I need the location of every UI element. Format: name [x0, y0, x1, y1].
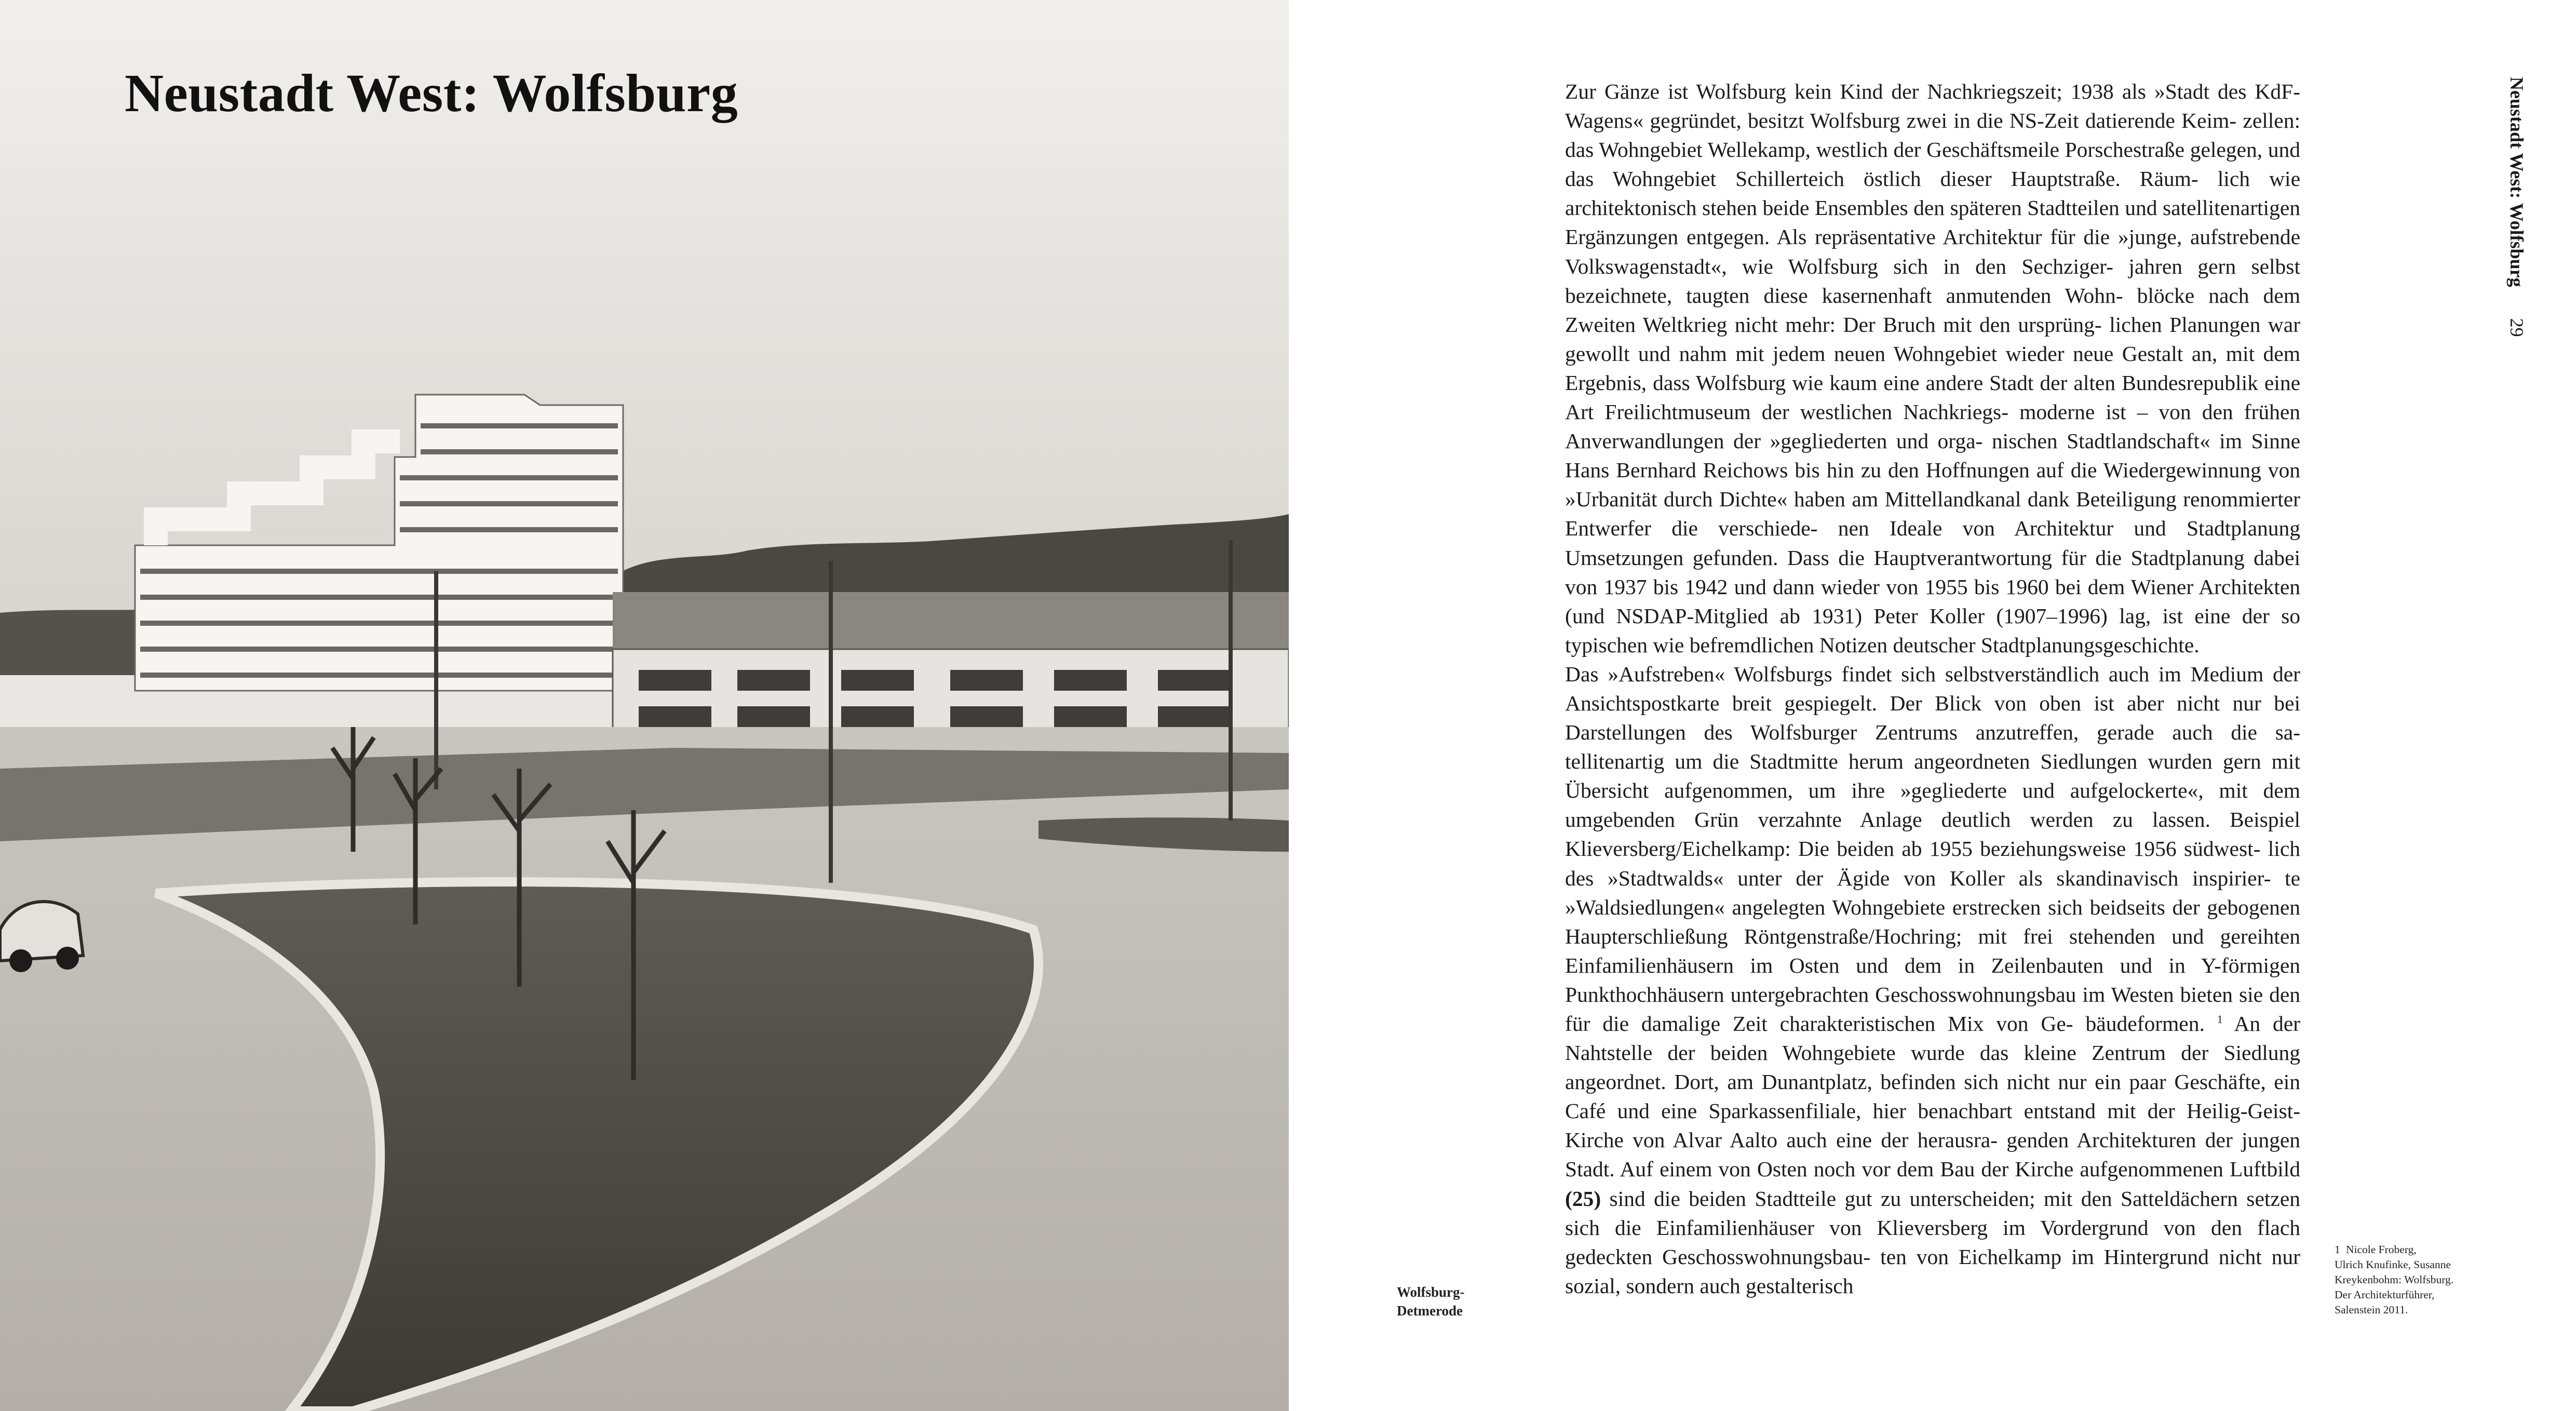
figure-reference[interactable]: (25)	[1565, 1186, 1601, 1211]
text-line: Wagens« gegründet, besitzt Wolfsburg zwei in die NS-Zeit datierende Keim-	[1565, 109, 2237, 133]
text-line: Bau der Kirche aufgenommenen Luftbild	[1940, 1157, 2300, 1181]
text-line: Hoffnungen auf die Wiedergewinnung von »Urbanität durch Dichte« haben	[1565, 458, 2301, 512]
text-line: 1931) Peter Koller (1907–1996) lag, ist eine der so typischen wie befremdlichen	[1565, 603, 2300, 657]
text-line: jahren gern selbst bezeichnete, taugten diese kasernenhaft anmutenden Wohn-	[1565, 254, 2300, 307]
footnote-line: Nicole Froberg,	[2346, 1243, 2417, 1256]
text-line: der Ansichtspostkarte breit gespiegelt. Der Blick von oben ist aber nicht nur	[1565, 662, 2300, 715]
text-line: ten von Eichelkamp im Hintergrund nicht nur sozial, sondern auch gestalterisch	[1565, 1244, 2301, 1298]
text-line: satellitenartigen Ergänzungen entgegen. Als repräsentative Architektur für die	[1565, 196, 2300, 249]
text-line: lich wie architektonisch stehen beide Ensembles den späteren Stadtteilen und	[1565, 167, 2300, 220]
paragraph	[1565, 77, 2300, 660]
text-line: moderne ist – von den frühen Anverwandlungen der »gegliederten und orga-	[1565, 400, 2300, 453]
footnote-line: Ulrich Knufinke, Susanne	[2335, 1258, 2451, 1271]
running-title: Neustadt West: Wolfsburg	[2506, 77, 2527, 287]
text-line: An der Nahtstelle der beiden Wohngebiete wurde das kleine	[1565, 1012, 2300, 1065]
text-line: und gereihten Einfamilienhäusern im Osten und dem in Zeilenbauten und in	[1565, 924, 2300, 977]
text-line: Klieversberg/Eichelkamp: Die beiden ab 1955 beziehungsweise 1956 südwest-	[1565, 837, 2261, 861]
text-line: Y-förmigen Punkthochhäusern untergebrachten Geschosswohnungsbau im	[1565, 953, 2300, 1006]
text-line: zellen: das Wohngebiet Wellekamp, westlich der Geschäftsmeile Porschestraße	[1565, 109, 2301, 162]
text-line: Zur Gänze ist Wolfsburg kein Kind der Nachkriegszeit; 1938 als »Stadt des KdF-	[1565, 79, 2300, 103]
text-line: zu unterscheiden; mit den Satteldächern setzen sich die Einfamilienhäuser von	[1565, 1186, 2300, 1240]
text-line: gelegen, und das Wohngebiet Schillerteich östlich dieser Hauptstraße. Räum-	[1565, 138, 2300, 191]
text-line: lich des »Stadtwalds« unter der Ägide von Koller als skandinavisch inspirier-	[1565, 837, 2300, 890]
footnote-line: Kreykenbohm: Wolfsburg.	[2335, 1273, 2454, 1286]
text-line: neue Gestalt an, mit dem Ergebnis, dass Wolfsburg wie kaum eine andere Stadt	[1565, 341, 2300, 395]
text-line: bäudeformen.	[2085, 1012, 2217, 1036]
text-line: Zentrum der Siedlung angeordnet. Dort, am Dunantplatz, befinden sich nicht	[1565, 1041, 2301, 1094]
text-line: nur ein paar Geschäfte, ein Café und eine Sparkassenfiliale, hier benachbart	[1565, 1070, 2301, 1123]
text-line: Hauptverantwortung für die Stadtplanung dabei von 1937 bis 1942 und dann	[1565, 545, 2300, 599]
footnote-line: Der Architekturführer,	[2335, 1288, 2435, 1301]
text-line: der alten Bundesrepublik eine Art Freilichtmuseum der westlichen Nachkriegs-	[1565, 370, 2300, 424]
text-line: Klieversberg im Vordergrund von den flach gedeckten Geschosswohnungsbau-	[1565, 1215, 2300, 1269]
body-text	[1565, 77, 2300, 1300]
text-line: te »Waldsiedlungen« angelegten Wohngebiete erstrecken sich beidseits der	[1565, 866, 2301, 919]
text-line: am Mittellandkanal dank Beteiligung renommierter Entwerfer die verschiede-	[1565, 487, 2300, 541]
footnote-line: Salenstein 2011.	[2335, 1304, 2408, 1316]
text-line: bei Darstellungen des Wolfsburger Zentrums anzutreffen, gerade auch die sa-	[1565, 691, 2300, 745]
text-line: »junge, aufstrebende Volkswagenstadt«, wie Wolfsburg sich in den Sechziger-	[1565, 225, 2300, 278]
footnote-number: 1	[2335, 1243, 2340, 1256]
text-line: nischen Stadtlandschaft« im Sinne Hans Bernhard Reichows bis hin zu den	[1565, 429, 2300, 482]
paragraph	[1565, 660, 2300, 1300]
footnote	[2335, 1242, 2490, 1318]
text-line: entstand mit der Heilig-Geist-Kirche von Alvar Aalto auch eine der herausra-	[1565, 1099, 2300, 1152]
text-line: Notizen deutscher Stadtplanungsgeschichte.	[1819, 633, 2200, 657]
text-line: genden Architekturen der jungen Stadt. Auf einem von Osten noch vor dem	[1565, 1128, 2301, 1181]
text-line: lichen Planungen war gewollt und nahm mit jedem neuen Wohngebiet wieder	[1565, 312, 2301, 366]
low-rise-housing	[613, 592, 1289, 743]
text-line: Das »Aufstreben« Wolfsburgs findet sich selbstverständlich auch im Medium	[1565, 662, 2273, 686]
running-header	[2498, 77, 2544, 347]
page-number: 29	[2506, 318, 2527, 337]
text-line: tellitenartig um die Stadtmitte herum angeordneten Siedlungen wurden gern	[1565, 749, 2272, 774]
text-line: nen Ideale von Architektur und Stadtplanung Umsetzungen gefunden. Dass die	[1565, 516, 2300, 570]
text-line: sind die beiden Stadtteile gut	[1601, 1186, 1881, 1211]
text-line: blöcke nach dem Zweiten Weltkrieg nicht mehr: Der Bruch mit den ursprüng-	[1565, 283, 2300, 337]
text-line: wieder von 1955 bis 1960 bei dem Wiener Architekten (und NSDAP-Mitglied ab	[1565, 574, 2300, 628]
photo-caption-line: Wolfsburg-	[1397, 1284, 1465, 1300]
photo-caption	[1397, 1283, 1501, 1320]
text-line: gebogenen Haupterschließung Röntgenstraße/Hochring; mit frei stehenden	[1565, 895, 2300, 948]
text-line: dem umgebenden Grün verzahnte Anlage deutlich werden zu lassen. Beispiel	[1565, 778, 2300, 832]
text-line: mit Übersicht aufgenommen, um ihre »gegliederte und aufgelockerte«, mit	[1565, 749, 2300, 803]
text-line: Westen bieten sie den für die damalige Zeit charakteristischen Mix von Ge-	[1565, 982, 2300, 1036]
photo-caption-line: Detmerode	[1397, 1303, 1463, 1319]
page-title: Neustadt West: Wolfsburg	[125, 63, 738, 123]
footnote-marker: 1	[2217, 1013, 2223, 1026]
